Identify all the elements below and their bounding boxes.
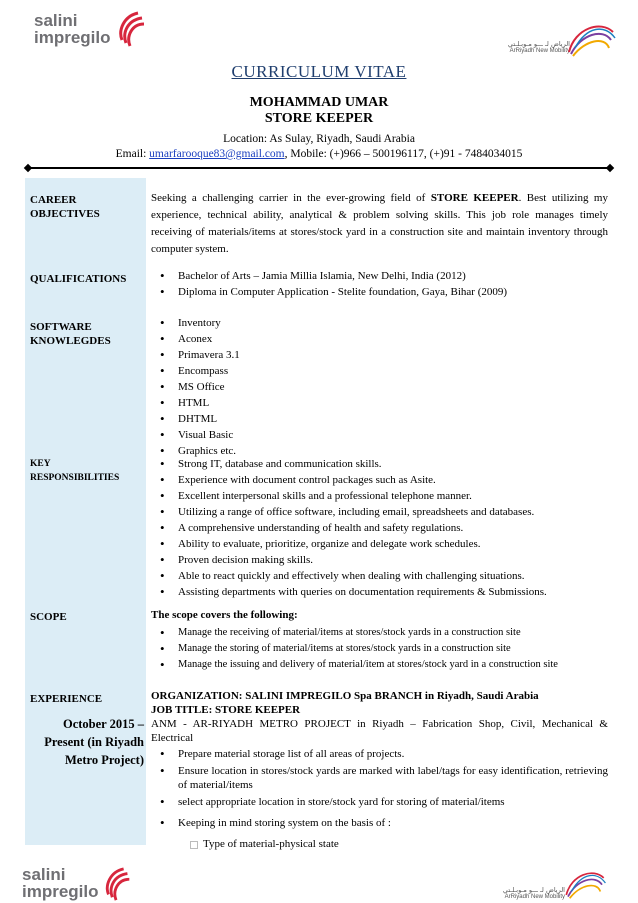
salini-impregilo-logo (34, 10, 146, 52)
email-link[interactable]: umarfarooque83@gmail.com (149, 148, 285, 160)
candidate-header (0, 95, 638, 127)
divider-right-diamond (606, 164, 614, 172)
list-item: • Encompass (151, 363, 608, 379)
list-item: • Manage the issuing and delivery of material/item at stores/stock yard in a construction site (151, 657, 608, 673)
career-objectives-label (30, 193, 100, 221)
document-title: CURRICULUM VITAE (231, 62, 407, 81)
experience-period: October 2015 – Present (in Riyadh Metro Project) (44, 717, 144, 767)
arriyadh-new-mobility-footer-logo (490, 866, 614, 902)
experience-label: EXPERIENCE (30, 693, 103, 705)
list-item: • Experience with document control packages such as Asite. (151, 472, 608, 488)
career-label-line-1: CAREER (30, 194, 77, 206)
list-item: • Diploma in Computer Application - Stelite foundation, Gaya, Bihar (2009) (151, 284, 608, 300)
list-item: • HTML (151, 395, 608, 411)
location-line: Location: As Sulay, Riyadh, Saudi Arabia (223, 133, 415, 145)
list-item: • Manage the receiving of material/items at stores/stock yards in a construction site (151, 625, 608, 641)
list-item: • Manage the storing of material/items at stores/stock yards in a construction site (151, 641, 608, 657)
checkbox-bullet-icon (190, 841, 198, 849)
email-prefix: Email: (115, 148, 150, 160)
salini-swirl-icon (116, 10, 146, 48)
career-text-part-2: . Best utilizing my experience, technical ability, analytical & problem solving skills. This job role manages timely receiving of materials/items at stores/stock yard in a construction site and maintain inventory through computer system. (151, 192, 608, 255)
list-item: • Proven decision making skills. (151, 552, 608, 568)
list-item: • DHTML (151, 411, 608, 427)
duties-list (151, 747, 608, 830)
sub-duty-item (151, 837, 608, 851)
candidate-name: MOHAMMAD UMAR (249, 95, 389, 110)
footer-partner-arabic-text: الرياض لـ ـــو مـوبـلـتي (502, 886, 565, 894)
contact-line (0, 148, 638, 160)
software-knowledges-label (30, 320, 111, 348)
list-item: • select appropriate location in store/stock yard for storing of material/items (151, 795, 608, 809)
metro-swirl-icon (565, 18, 617, 58)
footer-partner-english-text: ArRiyadh New Mobility (504, 894, 565, 900)
list-item: • Able to react quickly and effectively when dealing with challenging situations. (151, 568, 608, 584)
key-label-line-1: KEY (30, 459, 51, 469)
candidate-position: STORE KEEPER (264, 111, 374, 126)
list-item: • Assisting departments with queries on documentation requirements & Submissions. (151, 584, 608, 600)
footer-logo-line-2: impregilo (22, 882, 99, 901)
list-item: • A comprehensive understanding of health and safety regulations. (151, 520, 608, 536)
scope-label: SCOPE (30, 611, 67, 623)
career-objective-text (151, 190, 608, 258)
key-responsibilities-label (30, 457, 119, 485)
list-item: • Bachelor of Arts – Jamia Millia Islamia, New Delhi, India (2012) (151, 268, 608, 284)
list-item: • MS Office (151, 379, 608, 395)
list-item: • Strong IT, database and communication skills. (151, 456, 608, 472)
software-list (151, 315, 608, 459)
list-item: • Excellent interpersonal skills and a professional telephone manner. (151, 488, 608, 504)
job-title-line: JOB TITLE: STORE KEEPER (151, 704, 301, 716)
qualifications-list (151, 268, 608, 300)
salini-swirl-icon (102, 866, 132, 902)
list-item: • Graphics etc. (151, 443, 608, 459)
list-item: • Ability to evaluate, prioritize, organize and delegate work schedules. (151, 536, 608, 552)
list-item: • Aconex (151, 331, 608, 347)
metro-swirl-icon (560, 866, 610, 900)
software-label-line-1: SOFTWARE (30, 321, 92, 333)
sub-duty-text: Type of material-physical state (203, 838, 339, 850)
footer-logo-line-1: salini (22, 865, 66, 884)
arriyadh-new-mobility-logo (495, 18, 619, 60)
career-text-part-1: Seeking a challenging carrier in the ever-growing field of (151, 192, 431, 204)
logo-line-1: salini (34, 11, 78, 30)
list-item: • Primavera 3.1 (151, 347, 608, 363)
career-text-bold: STORE KEEPER (430, 192, 519, 204)
list-item: • Inventory (151, 315, 608, 331)
key-label-line-2: RESPONSIBILITIES (30, 473, 120, 483)
list-item: • Visual Basic (151, 427, 608, 443)
qualifications-label: QUALIFICATIONS (30, 273, 127, 285)
software-label-line-2: KNOWLEGDES (30, 335, 111, 347)
project-line: ANM - AR-RIYADH METRO PROJECT in Riyadh – Fabrication Shop, Civil, Mechanical & Electrical (151, 718, 608, 744)
header-divider (28, 167, 610, 169)
partner-arabic-text: الرياض لـ ـــو مـوبـلـتي (507, 40, 570, 48)
logo-line-2: impregilo (34, 28, 111, 47)
scope-list (151, 625, 608, 673)
partner-english-text: ArRiyadh New Mobility (509, 48, 570, 54)
list-item: • Utilizing a range of office software, including email, spreadsheets and databases. (151, 504, 608, 520)
responsibilities-list (151, 456, 608, 600)
list-item: • Prepare material storage list of all areas of projects. (151, 747, 608, 761)
list-item: • Keeping in mind storing system on the basis of : (151, 816, 608, 830)
experience-block (151, 689, 608, 851)
phone-numbers: , Mobile: (+)966 – 500196117, (+)91 - 7484034015 (284, 148, 523, 160)
list-item: • Ensure location in stores/stock yards are marked with label/tags for easy identification, retrieving of material/items (151, 764, 608, 792)
career-label-line-2: OBJECTIVES (30, 208, 100, 220)
organization-line: ORGANIZATION: SALINI IMPREGILO Spa BRANCH in Riyadh, Saudi Arabia (151, 690, 539, 702)
scope-intro: The scope covers the following: (151, 609, 298, 621)
divider-left-diamond (24, 164, 32, 172)
